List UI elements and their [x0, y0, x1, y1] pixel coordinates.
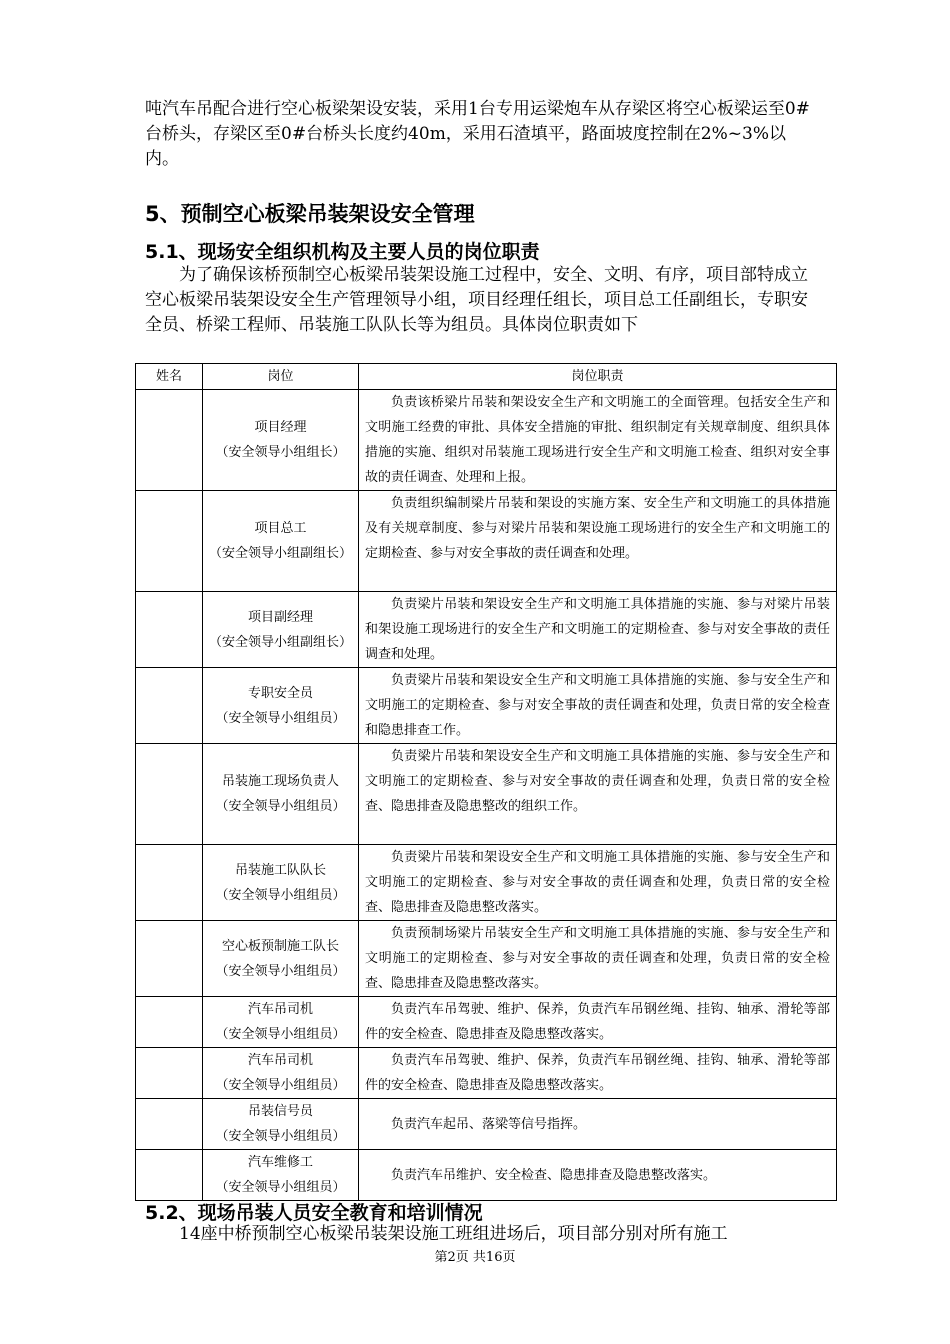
- cell-position: [203, 1048, 359, 1099]
- position-title: 吊装施工现场负责人: [221, 774, 339, 789]
- cell-name: [136, 1048, 203, 1099]
- cell-duty: 负责梁片吊装和架设安全生产和文明施工具体措施的实施、参与安全生产和文明施工的定期检查、参与对安全事故的责任调查和处理，负责日常的安全检查、隐患排查及隐患整改落实。: [359, 845, 837, 921]
- position-role: （安全领导小组组员）: [215, 887, 346, 903]
- intro-paragraph: 吨汽车吊配合进行空心板梁架设安装，采用1台专用运梁炮车从存梁区将空心板梁运至0#台桥头，存梁区至0#台桥头长度约40m，采用石渣填平，路面坡度控制在2%~3%以内。: [145, 99, 810, 169]
- section-5-2-heading: 5.2、现场吊装人员安全教育和培训情况: [145, 1202, 483, 1224]
- header-position: 岗位: [203, 364, 359, 390]
- page-footer: 第2页 共16页: [434, 1250, 516, 1265]
- duty-table-header-row: [136, 364, 837, 390]
- section-5-heading: 5、预制空心板梁吊装架设安全管理: [145, 202, 475, 226]
- cell-duty: 负责组织编制梁片吊装和架设的实施方案、安全生产和文明施工的具体措施及有关规章制度、参与对梁片吊装和架设施工现场进行的安全生产和文明施工的定期检查、参与对安全事故的责任调查和处理。: [359, 491, 837, 592]
- cell-duty: 负责梁片吊装和架设安全生产和文明施工具体措施的实施、参与对梁片吊装和架设施工现场进行的安全生产和文明施工的定期检查、参与对安全事故的责任调查和处理。: [359, 592, 837, 668]
- position-role: （安全领导小组组员）: [215, 710, 346, 726]
- cell-duty: 负责汽车吊维护、安全检查、隐患排查及隐患整改落实。: [359, 1150, 837, 1201]
- cell-name: [136, 1099, 203, 1150]
- cell-position: [203, 491, 359, 592]
- section-5-2-paragraph: 14座中桥预制空心板梁吊装架设施工班组进场后，项目部分别对所有施工: [179, 1224, 728, 1244]
- table-row: [136, 592, 837, 668]
- position-role: （安全领导小组组员）: [215, 963, 346, 979]
- cell-position: [203, 744, 359, 845]
- position-title: 项目总工: [254, 521, 307, 536]
- table-row: [136, 845, 837, 921]
- cell-name: [136, 592, 203, 668]
- table-row: [136, 491, 837, 592]
- cell-duty: 负责该桥梁片吊装和架设安全生产和文明施工的全面管理。包括安全生产和文明施工经费的审批、具体安全措施的审批、组织制定有关规章制度、组织具体措施的实施、组织对吊装施工现场进行安全生产和文明施工检查、组织对安全事故的责任调查、处理和上报。: [359, 390, 837, 491]
- section-5-1-paragraph: 为了确保该桥预制空心板梁吊装架设施工过程中，安全、文明、有序，项目部特成立空心板梁吊装架设安全生产管理领导小组，项目经理任组长，项目总工任副组长，专职安全员、桥梁工程师、吊装施工队队长等为组员。具体岗位职责如下: [145, 265, 808, 335]
- position-title: 专职安全员: [247, 685, 313, 701]
- position-title: 汽车吊司机: [247, 1002, 313, 1017]
- position-role: （安全领导小组组员）: [215, 1027, 346, 1042]
- table-row: [136, 1048, 837, 1099]
- position-role: （安全领导小组组员）: [215, 1129, 346, 1144]
- cell-name: [136, 390, 203, 491]
- cell-duty: 负责预制场梁片吊装安全生产和文明施工具体措施的实施、参与安全生产和文明施工的定期检查、参与对安全事故的责任调查和处理，负责日常的安全检查、隐患排查及隐患整改落实。: [359, 921, 837, 997]
- table-row: [136, 668, 837, 744]
- section-5-1-heading: 5.1、现场安全组织机构及主要人员的岗位职责: [145, 241, 540, 263]
- cell-position: [203, 1099, 359, 1150]
- position-title: 汽车吊司机: [247, 1053, 313, 1068]
- cell-position: [203, 592, 359, 668]
- cell-name: [136, 744, 203, 845]
- cell-position: [203, 668, 359, 744]
- header-duty: 岗位职责: [359, 364, 837, 390]
- table-row: [136, 744, 837, 845]
- table-row: [136, 1099, 837, 1150]
- position-title: 空心板预制施工队长: [221, 938, 339, 954]
- position-role: （安全领导小组副组长）: [209, 546, 353, 561]
- cell-name: [136, 845, 203, 921]
- position-title: 项目经理: [254, 420, 307, 435]
- cell-duty: 负责梁片吊装和架设安全生产和文明施工具体措施的实施、参与安全生产和文明施工的定期检查、参与对安全事故的责任调查和处理，负责日常的安全检查、隐患排查及隐患整改的组织工作。: [359, 744, 837, 845]
- position-title: 吊装信号员: [247, 1104, 313, 1119]
- table-row: [136, 1150, 837, 1201]
- table-row: [136, 921, 837, 997]
- position-title: 吊装施工队队长: [234, 862, 326, 878]
- position-title: 汽车维修工: [247, 1155, 313, 1170]
- cell-position: [203, 390, 359, 491]
- cell-position: [203, 845, 359, 921]
- cell-position: [203, 1150, 359, 1201]
- position-role: （安全领导小组组员）: [215, 1180, 346, 1195]
- duty-table: [135, 363, 837, 1201]
- position-title: 项目副经理: [247, 609, 313, 625]
- position-role: （安全领导小组副组长）: [209, 634, 353, 650]
- table-row: [136, 390, 837, 491]
- position-role: （安全领导小组组员）: [215, 1078, 346, 1093]
- cell-position: [203, 997, 359, 1048]
- table-row: [136, 997, 837, 1048]
- position-role: （安全领导小组组长）: [215, 445, 346, 460]
- cell-duty: 负责汽车吊驾驶、维护、保养，负责汽车吊钢丝绳、挂钩、轴承、滑轮等部件的安全检查、隐患排查及隐患整改落实。: [359, 997, 837, 1048]
- cell-name: [136, 921, 203, 997]
- cell-duty: 负责梁片吊装和架设安全生产和文明施工具体措施的实施、参与安全生产和文明施工的定期检查、参与对安全事故的责任调查和处理，负责日常的安全检查和隐患排查工作。: [359, 668, 837, 744]
- cell-position: [203, 921, 359, 997]
- header-name: 姓名: [136, 364, 203, 390]
- cell-name: [136, 997, 203, 1048]
- cell-name: [136, 1150, 203, 1201]
- cell-duty: 负责汽车起吊、落梁等信号指挥。: [359, 1099, 837, 1150]
- cell-name: [136, 668, 203, 744]
- cell-name: [136, 491, 203, 592]
- cell-duty: 负责汽车吊驾驶、维护、保养，负责汽车吊钢丝绳、挂钩、轴承、滑轮等部件的安全检查、隐患排查及隐患整改落实。: [359, 1048, 837, 1099]
- position-role: （安全领导小组组员）: [215, 799, 346, 814]
